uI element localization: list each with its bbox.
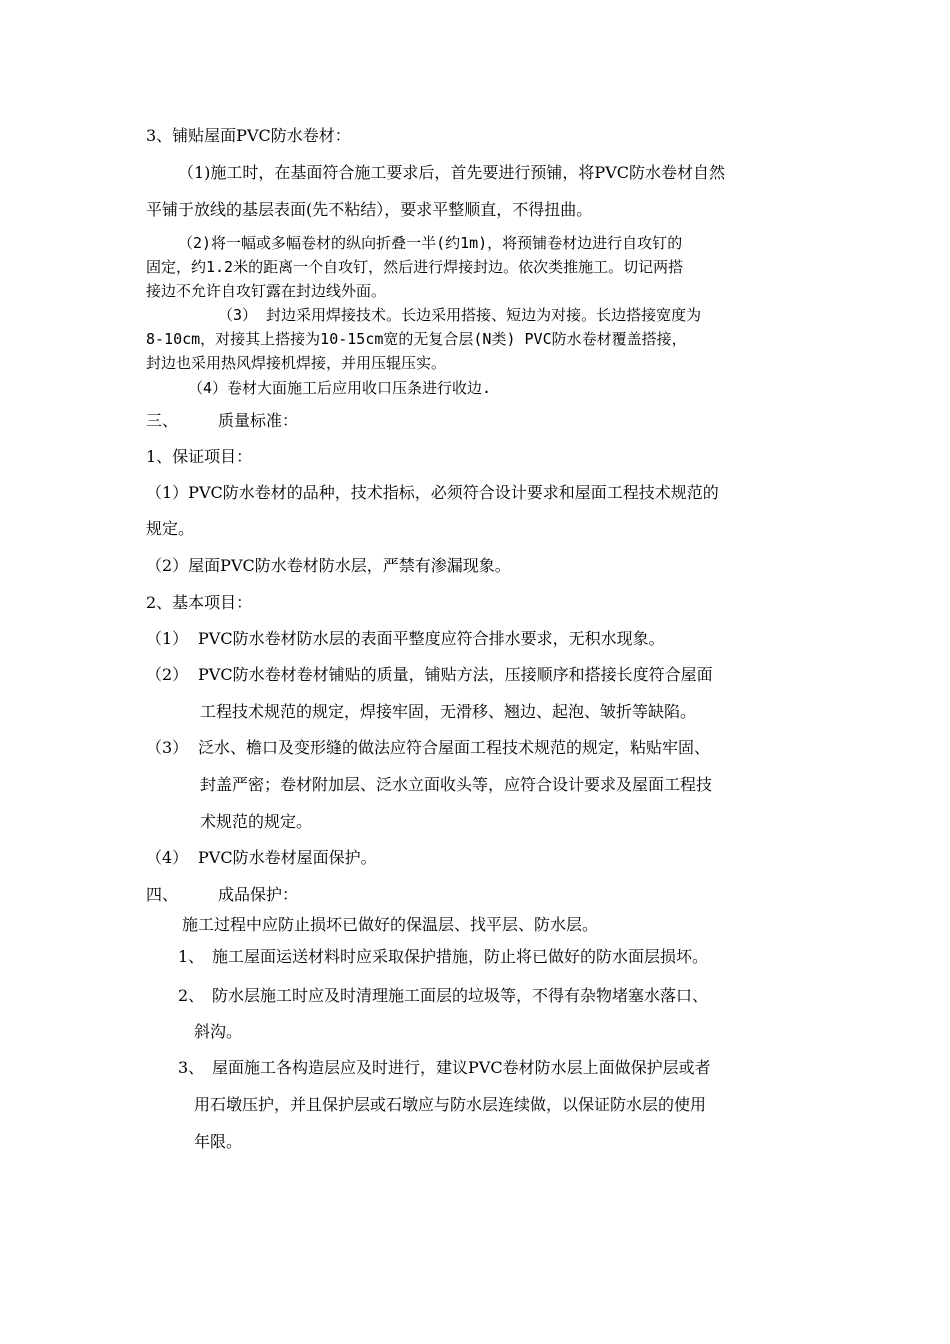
protect1-line1	[178, 946, 708, 968]
basic4-number: （4）	[146, 848, 189, 867]
protect-intro: 施工过程中应防止损坏已做好的保温层、找平层、防水层。	[182, 915, 599, 934]
protect3-number: 3、	[178, 1058, 205, 1077]
basic1-line1	[146, 628, 665, 650]
part4-number: 四、	[146, 885, 179, 904]
protect2-number: 2、	[178, 986, 205, 1005]
basic3-line3: 术规范的规定。	[200, 812, 313, 831]
part4-heading	[146, 884, 298, 906]
basic2-line2: 工程技术规范的规定，焊接牢固，无滑移、翘边、起泡、皱折等缺陷。	[200, 702, 697, 721]
basic4-line1	[146, 847, 377, 869]
para3-line3: 封边也采用热风焊接机焊接，并用压辊压实。	[146, 354, 447, 372]
para3-line1: （3） 封边采用焊接技术。长边采用搭接、短边为对接。长边搭接宽度为	[218, 306, 702, 324]
basic3-line1	[146, 737, 710, 759]
basic3-text: 泛水、檐口及变形缝的做法应符合屋面工程技术规范的规定，粘贴牢固、	[198, 738, 711, 757]
protect3-line1	[178, 1057, 711, 1079]
para1-line2: 平铺于放线的基层表面(先不粘结），要求平整顺直，不得扭曲。	[146, 200, 593, 219]
protect2-text: 防水层施工时应及时清理施工面层的垃圾等，不得有杂物堵塞水落口、	[212, 986, 709, 1005]
para2-line3: 接边不允许自攻钉露在封边线外面。	[146, 282, 387, 300]
guarantee-heading: 1、保证项目：	[146, 447, 253, 466]
protect1-number: 1、	[178, 947, 205, 966]
para4-line1: （4）卷材大面施工后应用收口压条进行收边.	[188, 379, 492, 397]
protect3-line2: 用石墩压护，并且保护层或石墩应与防水层连续做，以保证防水层的使用	[194, 1095, 707, 1114]
guarantee1-line2: 规定。	[146, 519, 195, 538]
para3-line2: 8-10cm，对接其上搭接为10-15cm宽的无复合层(N类) PVC防水卷材覆盖搭接，	[146, 330, 687, 348]
basic2-text: PVC防水卷材卷材铺贴的质量，铺贴方法，压接顺序和搭接长度符合屋面	[198, 665, 713, 684]
para1-line1: （1)施工时，在基面符合施工要求后，首先要进行预铺，将PVC防水卷材自然	[178, 163, 725, 182]
guarantee2-line1: （2）屋面PVC防水卷材防水层，严禁有渗漏现象。	[146, 556, 511, 575]
basic3-number: （3）	[146, 738, 189, 757]
para2-line1: （2)将一幅或多幅卷材的纵向折叠一半(约1m)，将预铺卷材边进行自攻钉的	[178, 234, 683, 252]
protect1-text: 施工屋面运送材料时应采取保护措施，防止将已做好的防水面层损坏。	[212, 947, 709, 966]
protect3-text: 屋面施工各构造层应及时进行，建议PVC卷材防水层上面做保护层或者	[212, 1058, 711, 1077]
basic1-text: PVC防水卷材防水层的表面平整度应符合排水要求，无积水现象。	[198, 629, 665, 648]
protect3-line3: 年限。	[194, 1132, 243, 1151]
section3-heading: 3、铺贴屋面PVC防水卷材：	[146, 126, 351, 145]
part4-title: 成品保护：	[218, 885, 299, 904]
basic4-text: PVC防水卷材屋面保护。	[198, 848, 377, 867]
part3-number: 三、	[146, 411, 179, 430]
basic-heading: 2、基本项目：	[146, 593, 253, 612]
basic1-number: （1）	[146, 629, 189, 648]
basic3-line2: 封盖严密；卷材附加层、泛水立面收头等，应符合设计要求及屋面工程技	[200, 775, 713, 794]
protect2-line2: 斜沟。	[194, 1022, 243, 1041]
guarantee1-line1: （1）PVC防水卷材的品种，技术指标，必须符合设计要求和屋面工程技术规范的	[146, 483, 719, 502]
basic2-line1	[146, 664, 713, 686]
basic2-number: （2）	[146, 665, 189, 684]
part3-heading	[146, 410, 298, 432]
para2-line2: 固定，约1.2米的距离一个自攻钉，然后进行焊接封边。依次类推施工。切记两搭	[146, 258, 684, 276]
protect2-line1	[178, 985, 708, 1007]
part3-title: 质量标准：	[218, 411, 299, 430]
